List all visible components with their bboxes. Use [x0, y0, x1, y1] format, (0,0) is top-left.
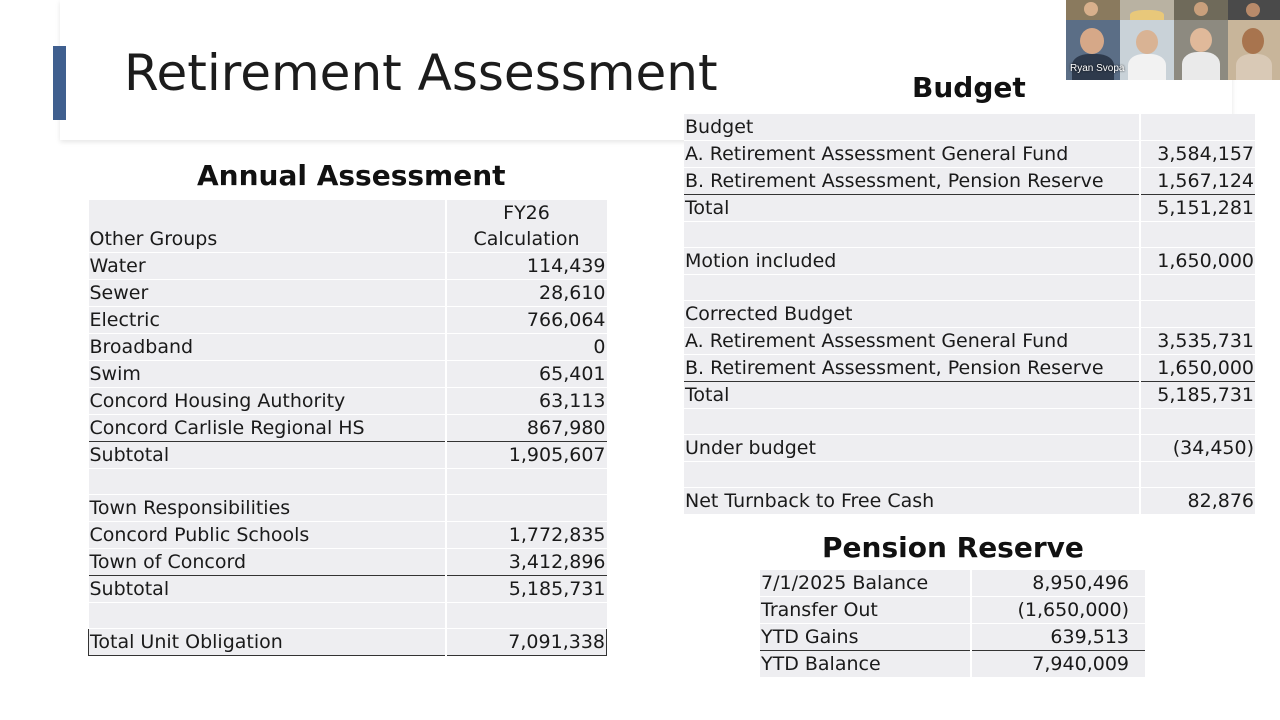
- slide-title: Retirement Assessment: [124, 44, 718, 102]
- subtotal-row: [89, 442, 607, 469]
- total-label: Total: [684, 382, 1140, 409]
- group-label: Town Responsibilities: [89, 495, 446, 522]
- participant-tile: [1120, 0, 1174, 20]
- total-value: 5,151,281: [1140, 195, 1255, 222]
- row-value: 8,950,496: [971, 570, 1145, 597]
- subtotal-value: 1,905,607: [446, 442, 607, 469]
- table-row: [760, 597, 1145, 624]
- pension-reserve-heading: Pension Reserve: [822, 531, 1084, 564]
- total-label: Total: [684, 195, 1140, 222]
- column-header: FY26 Calculation: [446, 200, 607, 253]
- total-label: Total Unit Obligation: [89, 629, 446, 656]
- participant-tile: [1228, 20, 1280, 80]
- spacer-row: [684, 409, 1255, 435]
- participant-tile: [1174, 0, 1228, 20]
- row-value: 766,064: [446, 307, 607, 334]
- table-row: [760, 651, 1145, 678]
- participant-tile: [1120, 20, 1174, 80]
- total-row: [89, 629, 607, 656]
- annual-assessment-table: [88, 200, 607, 656]
- spacer-row: [89, 603, 607, 629]
- row-label: Swim: [89, 361, 446, 388]
- table-row: [684, 168, 1255, 195]
- row-label: Transfer Out: [760, 597, 971, 624]
- row-label: Under budget: [684, 435, 1140, 462]
- row-label: Concord Housing Authority: [89, 388, 446, 415]
- subtotal-value: 5,185,731: [446, 576, 607, 603]
- total-row: [684, 195, 1255, 222]
- participant-tile: [1228, 0, 1280, 20]
- row-label: Motion included: [684, 248, 1140, 275]
- table-row: [684, 435, 1255, 462]
- row-value: (1,650,000): [971, 597, 1145, 624]
- table-row: [760, 570, 1145, 597]
- row-value: 65,401: [446, 361, 607, 388]
- row-label: Broadband: [89, 334, 446, 361]
- annual-assessment-heading: Annual Assessment: [197, 159, 506, 192]
- table-row: [760, 624, 1145, 651]
- row-label: A. Retirement Assessment General Fund: [684, 141, 1140, 168]
- row-value: 0: [446, 334, 607, 361]
- row-label: B. Retirement Assessment, Pension Reserve: [684, 168, 1140, 195]
- table-row: [89, 361, 607, 388]
- spacer-row: [89, 469, 607, 495]
- row-label: YTD Gains: [760, 624, 971, 651]
- section-label: Corrected Budget: [684, 301, 1140, 328]
- row-value: 3,535,731: [1140, 328, 1255, 355]
- row-label: Net Turnback to Free Cash: [684, 488, 1140, 515]
- table-row: [89, 549, 607, 576]
- row-value: 7,940,009: [971, 651, 1145, 678]
- table-row: [89, 334, 607, 361]
- group-row: [89, 495, 607, 522]
- row-label: B. Retirement Assessment, Pension Reserve: [684, 355, 1140, 382]
- video-conference-thumbnail[interactable]: [1066, 0, 1280, 80]
- budget-heading: Budget: [912, 71, 1026, 104]
- table-row: [684, 141, 1255, 168]
- title-accent-bar: [53, 46, 66, 120]
- row-value: 114,439: [446, 253, 607, 280]
- row-value: (34,450): [1140, 435, 1255, 462]
- section-label: Budget: [684, 114, 1140, 141]
- row-value: 63,113: [446, 388, 607, 415]
- participant-tile: [1174, 20, 1228, 80]
- table-row: [89, 522, 607, 549]
- row-label: Water: [89, 253, 446, 280]
- total-value: 5,185,731: [1140, 382, 1255, 409]
- row-label: Town of Concord: [89, 549, 446, 576]
- total-row: [684, 382, 1255, 409]
- table-row: [684, 488, 1255, 515]
- table-row: [89, 280, 607, 307]
- group-label: Other Groups: [89, 200, 446, 253]
- row-label: Concord Carlisle Regional HS: [89, 415, 446, 442]
- row-value: 1,772,835: [446, 522, 607, 549]
- table-row: [89, 253, 607, 280]
- row-value: 639,513: [971, 624, 1145, 651]
- subtotal-label: Subtotal: [89, 442, 446, 469]
- row-value: 1,567,124: [1140, 168, 1255, 195]
- row-label: A. Retirement Assessment General Fund: [684, 328, 1140, 355]
- row-value: 867,980: [446, 415, 607, 442]
- row-label: Sewer: [89, 280, 446, 307]
- table-header-row: [89, 200, 607, 253]
- table-row: [684, 355, 1255, 382]
- table-row: [89, 307, 607, 334]
- row-value: 3,584,157: [1140, 141, 1255, 168]
- participant-name-label: Ryan Svopa: [1070, 63, 1125, 74]
- table-row: [89, 415, 607, 442]
- spacer-row: [684, 275, 1255, 301]
- row-value: 1,650,000: [1140, 248, 1255, 275]
- subtotal-row: [89, 576, 607, 603]
- row-value: 82,876: [1140, 488, 1255, 515]
- row-label: 7/1/2025 Balance: [760, 570, 971, 597]
- table-row: [684, 248, 1255, 275]
- total-value: 7,091,338: [446, 629, 607, 656]
- row-label: Concord Public Schools: [89, 522, 446, 549]
- section-row: [684, 114, 1255, 141]
- row-value: 28,610: [446, 280, 607, 307]
- pension-reserve-table: [760, 570, 1145, 678]
- spacer-row: [684, 462, 1255, 488]
- participant-tile: [1066, 0, 1120, 20]
- table-row: [89, 388, 607, 415]
- spacer-row: [684, 222, 1255, 248]
- row-value: 3,412,896: [446, 549, 607, 576]
- budget-table: [684, 114, 1255, 515]
- table-row: [684, 328, 1255, 355]
- row-value: 1,650,000: [1140, 355, 1255, 382]
- section-row: [684, 301, 1255, 328]
- subtotal-label: Subtotal: [89, 576, 446, 603]
- row-label: YTD Balance: [760, 651, 971, 678]
- row-label: Electric: [89, 307, 446, 334]
